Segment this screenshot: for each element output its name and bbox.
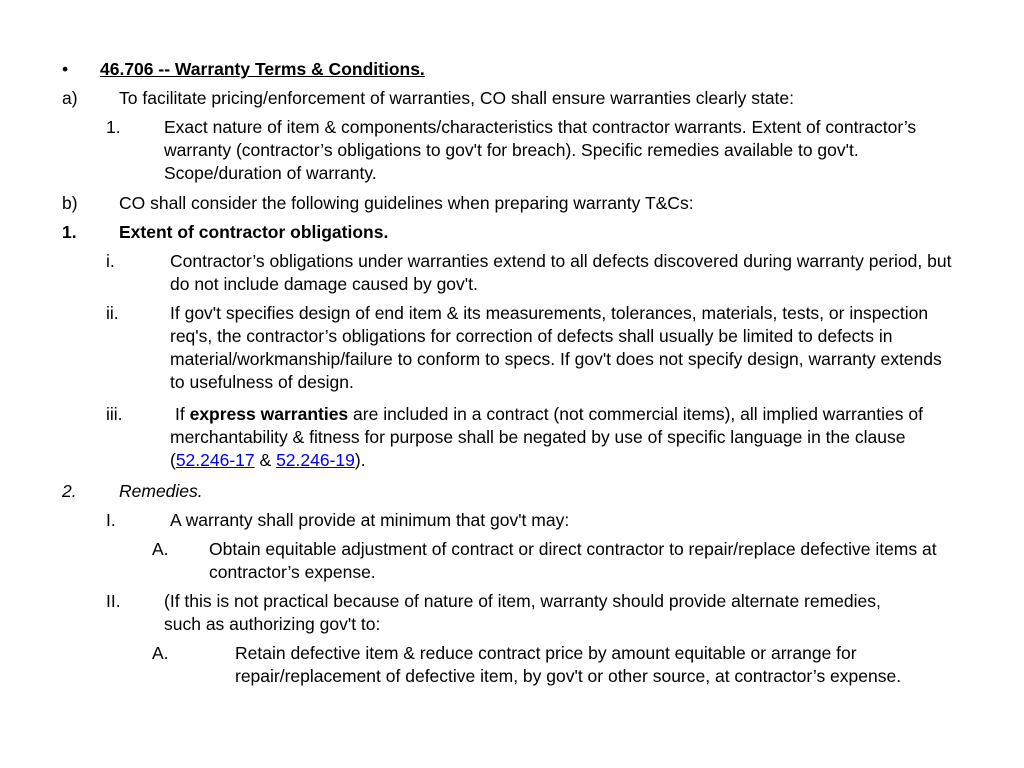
clause-link-52-246-19[interactable]: 52.246-19 bbox=[276, 450, 355, 470]
item-b-2-I-text: A warranty shall provide at minimum that gov't may: bbox=[170, 510, 570, 530]
item-b-text: CO shall consider the following guidelines when preparing warranty T&Cs: bbox=[119, 193, 694, 213]
iii-middle: are included in a contract (not commercial items), all implied warranties of merchantability & fitness for purpose shall be negated by use of specific language in the clause ( bbox=[170, 404, 923, 470]
item-b-1-i-text: Contractor’s obligations under warranties extend to all defects discovered during warranty period, but do not include damage caused by gov't. bbox=[170, 251, 952, 294]
item-b-1-marker: 1. bbox=[62, 222, 77, 242]
item-a-text: To facilitate pricing/enforcement of warranties, CO shall ensure warranties clearly state: bbox=[119, 88, 795, 108]
item-a bbox=[62, 87, 949, 110]
item-b-1-iii bbox=[106, 403, 940, 472]
slide-title: 46.706 -- Warranty Terms & Conditions. bbox=[100, 59, 425, 79]
item-b-2-II-A-marker: A. bbox=[152, 643, 169, 663]
item-b-2-II-marker: II. bbox=[106, 591, 121, 611]
item-b-1-ii bbox=[106, 302, 950, 394]
item-b-1-iii-marker: iii. bbox=[106, 404, 123, 424]
iii-suffix: ). bbox=[354, 450, 366, 470]
item-b-2-I-A-text: Obtain equitable adjustment of contract or direct contractor to repair/replace defective items at contractor’s expense. bbox=[209, 539, 937, 582]
item-b bbox=[62, 192, 949, 215]
clause-link-52-246-17[interactable]: 52.246-17 bbox=[175, 450, 255, 470]
item-b-2-II bbox=[106, 590, 894, 636]
express-warranties-term: express warranties bbox=[189, 404, 349, 424]
item-b-2-I-marker: I. bbox=[106, 510, 116, 530]
item-a-1-marker: 1. bbox=[106, 117, 121, 137]
bullet-marker: • bbox=[62, 59, 69, 79]
item-b-2-II-text: (If this is not practical because of nature of item, warranty should provide alternate remedies, such as authorizing gov't to: bbox=[164, 591, 881, 634]
item-a-marker: a) bbox=[62, 88, 78, 108]
item-b-2-marker: 2. bbox=[62, 481, 77, 501]
item-b-1-i bbox=[106, 250, 970, 296]
item-b-1-ii-text: If gov't specifies design of end item & its measurements, tolerances, materials, tests, or inspection req's, the contractor’s obligations for correction of defects shall usually be limited to defects in material/workmanship/failure to conform to specs. If gov't does not specify design, warranty extends to usefulness of design. bbox=[170, 303, 942, 392]
item-b-1-iii-text bbox=[170, 403, 940, 472]
item-b-2-II-A bbox=[152, 642, 950, 688]
heading-line bbox=[62, 58, 900, 81]
item-b-2-heading: Remedies. bbox=[119, 481, 203, 501]
item-b-1-heading: Extent of contractor obligations. bbox=[119, 222, 389, 242]
item-b-2-I bbox=[106, 509, 950, 532]
item-a-1-text: Exact nature of item & components/characteristics that contractor warrants. Extent of contractor’s warranty (contractor’s obligations to gov't for breach). Specific remedies available to gov't. Scope/duration of warranty. bbox=[164, 117, 917, 183]
item-b-1 bbox=[62, 221, 949, 244]
item-b-2-II-A-text: Retain defective item & reduce contract price by amount equitable or arrange for repair/replacement of defective item, by gov't or other source, at contractor’s expense. bbox=[235, 643, 902, 686]
item-b-marker: b) bbox=[62, 193, 78, 213]
iii-ampersand: & bbox=[254, 450, 277, 470]
item-b-2-I-A-marker: A. bbox=[152, 539, 169, 559]
item-b-2 bbox=[62, 480, 519, 503]
item-b-1-ii-marker: ii. bbox=[106, 303, 119, 323]
item-b-2-I-A bbox=[152, 538, 969, 584]
item-b-1-i-marker: i. bbox=[106, 251, 115, 271]
iii-prefix: If bbox=[175, 404, 190, 424]
item-a-1 bbox=[106, 116, 949, 185]
